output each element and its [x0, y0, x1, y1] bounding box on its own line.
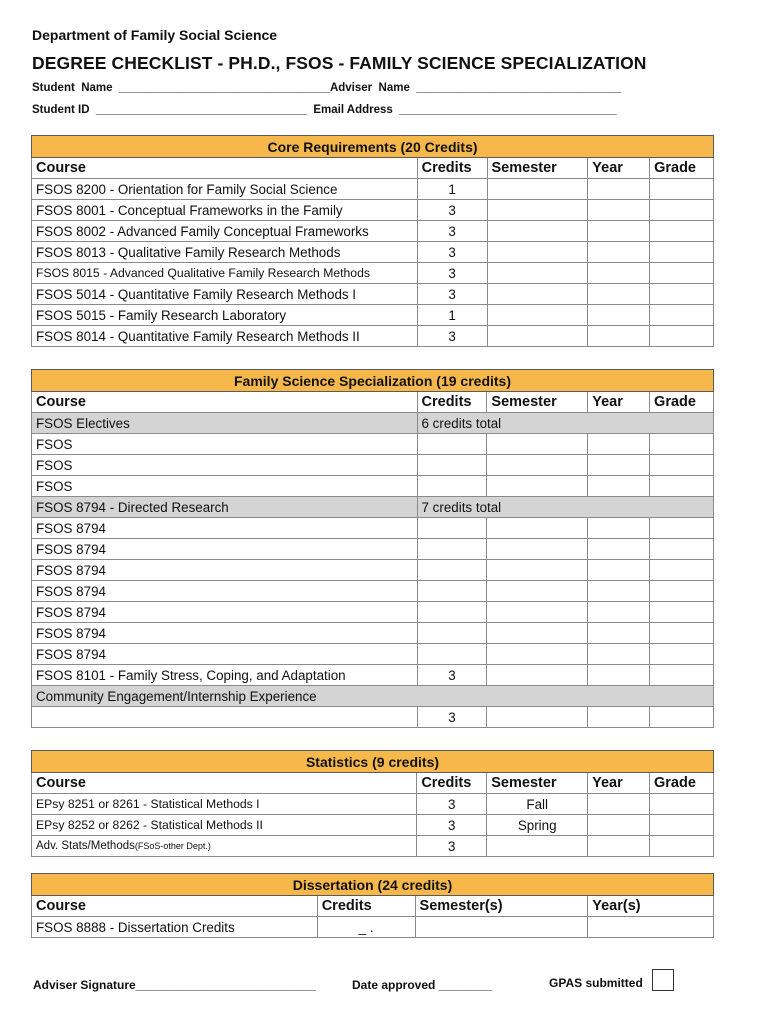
grade-cell[interactable] — [650, 794, 714, 815]
semester-cell[interactable]: Fall — [487, 794, 588, 815]
student-id-email-line: Student ID _________________________________ Email Address __________________________________ — [32, 104, 617, 116]
course-credits: 3 — [417, 326, 487, 347]
semester-cell[interactable] — [487, 836, 588, 857]
col-course: Course — [32, 773, 417, 794]
credits-cell[interactable] — [417, 623, 487, 644]
year-cell[interactable] — [588, 815, 650, 836]
year-cell[interactable] — [588, 581, 650, 602]
semester-cell[interactable] — [487, 326, 588, 347]
course-credits: 3 — [417, 665, 487, 686]
adv-stats-note: (FSoS-other Dept.) — [134, 841, 211, 851]
col-credits: Credits — [417, 773, 487, 794]
semester-cell[interactable] — [487, 179, 588, 200]
section-row-electives — [32, 413, 714, 434]
semester-cell[interactable] — [487, 707, 588, 728]
grade-cell[interactable] — [650, 665, 714, 686]
family-science-specialization-table — [31, 369, 714, 728]
semester-cell[interactable] — [415, 917, 588, 938]
grade-cell[interactable] — [650, 455, 714, 476]
credits-cell[interactable] — [417, 560, 487, 581]
col-credits: Credits — [417, 158, 487, 179]
semester-cell[interactable] — [487, 518, 588, 539]
semester-cell[interactable] — [487, 602, 588, 623]
course-name: FSOS 8001 - Conceptual Frameworks in the Family — [32, 200, 418, 221]
grade-cell[interactable] — [650, 242, 714, 263]
year-cell[interactable] — [588, 518, 650, 539]
table-row — [32, 581, 714, 602]
course-credits: 3 — [417, 815, 487, 836]
table-row — [32, 221, 714, 242]
electives-note: 6 credits total — [417, 413, 713, 434]
year-cell[interactable] — [588, 179, 650, 200]
course-name[interactable]: FSOS — [32, 434, 418, 455]
statistics-heading: Statistics (9 credits) — [32, 751, 714, 773]
credits-cell[interactable] — [417, 644, 487, 665]
table-row — [32, 539, 714, 560]
table-row — [32, 326, 714, 347]
course-name[interactable] — [32, 707, 418, 728]
year-cell[interactable] — [588, 707, 650, 728]
adviser-signature-line: Adviser Signature___________________________ — [33, 978, 316, 992]
course-name[interactable]: FSOS 8794 — [32, 644, 418, 665]
core-requirements-table — [31, 135, 714, 347]
course-name: FSOS 5014 - Quantitative Family Research Methods I — [32, 284, 418, 305]
table-row — [32, 836, 714, 857]
table-row — [32, 707, 714, 728]
course-name: FSOS 8014 - Quantitative Family Research Methods II — [32, 326, 418, 347]
page-title: DEGREE CHECKLIST - PH.D., FSOS - FAMILY SCIENCE SPECIALIZATION — [32, 53, 647, 73]
semester-cell[interactable] — [487, 434, 588, 455]
col-year: Year — [588, 392, 650, 413]
col-semester: Semester — [487, 392, 588, 413]
table-row — [32, 434, 714, 455]
year-cell[interactable] — [588, 644, 650, 665]
table-row — [32, 284, 714, 305]
table-row — [32, 455, 714, 476]
table-row — [32, 815, 714, 836]
course-name: FSOS 8002 - Advanced Family Conceptual Frameworks — [32, 221, 418, 242]
course-credits: 3 — [417, 200, 487, 221]
col-grade: Grade — [650, 773, 714, 794]
course-credits: 3 — [417, 263, 487, 284]
table-row — [32, 602, 714, 623]
semester-cell[interactable] — [487, 305, 588, 326]
course-name[interactable]: FSOS 8794 — [32, 623, 418, 644]
course-credits: 3 — [417, 221, 487, 242]
col-grade: Grade — [650, 392, 714, 413]
table-row — [32, 518, 714, 539]
year-cell[interactable] — [588, 917, 714, 938]
course-name[interactable]: FSOS 8794 — [32, 560, 418, 581]
year-cell[interactable] — [588, 794, 650, 815]
section-row-community — [32, 686, 714, 707]
year-cell[interactable] — [588, 665, 650, 686]
course-name: EPsy 8251 or 8261 - Statistical Methods I — [32, 794, 417, 815]
grade-cell[interactable] — [650, 623, 714, 644]
course-credits: 1 — [417, 305, 487, 326]
grade-cell[interactable] — [650, 539, 714, 560]
dissertation-table — [31, 873, 714, 938]
semester-cell[interactable] — [487, 455, 588, 476]
credits-cell[interactable] — [417, 518, 487, 539]
grade-cell[interactable] — [650, 560, 714, 581]
year-cell[interactable] — [588, 455, 650, 476]
gpas-submitted-checkbox[interactable] — [652, 969, 674, 991]
fss-heading: Family Science Specialization (19 credits) — [32, 370, 714, 392]
dissertation-heading: Dissertation (24 credits) — [32, 874, 714, 896]
table-row — [32, 623, 714, 644]
course-name: FSOS 8013 - Qualitative Family Research Methods — [32, 242, 418, 263]
credits-cell[interactable] — [417, 581, 487, 602]
year-cell[interactable] — [588, 560, 650, 581]
course-credits[interactable]: _ . — [317, 917, 415, 938]
table-row — [32, 917, 714, 938]
semester-cell[interactable] — [487, 263, 588, 284]
course-name: FSOS 8015 - Advanced Qualitative Family Research Methods — [32, 263, 418, 284]
course-name: FSOS 5015 - Family Research Laboratory — [32, 305, 418, 326]
department-name: Department of Family Social Science — [32, 27, 278, 43]
semester-cell[interactable] — [487, 476, 588, 497]
col-course: Course — [32, 896, 318, 917]
year-cell[interactable] — [588, 200, 650, 221]
year-cell[interactable] — [588, 326, 650, 347]
year-cell[interactable] — [588, 263, 650, 284]
col-grade: Grade — [650, 158, 714, 179]
semester-cell[interactable] — [487, 644, 588, 665]
semester-cell[interactable] — [487, 284, 588, 305]
year-cell[interactable] — [588, 539, 650, 560]
grade-cell[interactable] — [650, 707, 714, 728]
course-name[interactable]: FSOS 8794 — [32, 581, 418, 602]
table-row — [32, 794, 714, 815]
table-row — [32, 305, 714, 326]
semester-cell[interactable] — [487, 623, 588, 644]
course-credits: 1 — [417, 179, 487, 200]
year-cell[interactable] — [588, 242, 650, 263]
community-engagement-label: Community Engagement/Internship Experience — [32, 686, 714, 707]
col-credits: Credits — [417, 392, 487, 413]
credits-cell[interactable] — [417, 434, 487, 455]
semester-cell[interactable] — [487, 581, 588, 602]
table-row — [32, 263, 714, 284]
semester-cell[interactable] — [487, 539, 588, 560]
statistics-table — [31, 750, 714, 857]
semester-cell[interactable] — [487, 560, 588, 581]
col-semester: Semester — [487, 773, 588, 794]
year-cell[interactable] — [588, 623, 650, 644]
col-credits: Credits — [317, 896, 415, 917]
year-cell[interactable] — [588, 434, 650, 455]
credits-cell[interactable] — [417, 602, 487, 623]
course-credits: 3 — [417, 794, 487, 815]
table-row — [32, 644, 714, 665]
course-credits: 3 — [417, 836, 487, 857]
col-year: Year — [588, 158, 650, 179]
col-year: Year — [588, 773, 650, 794]
semester-cell[interactable]: Spring — [487, 815, 588, 836]
course-credits: 3 — [417, 284, 487, 305]
credits-cell[interactable] — [417, 476, 487, 497]
table-row — [32, 179, 714, 200]
gpas-submitted-label: GPAS submitted — [549, 976, 643, 990]
course-name[interactable]: FSOS — [32, 455, 418, 476]
year-cell[interactable] — [588, 284, 650, 305]
table-row — [32, 242, 714, 263]
grade-cell[interactable] — [650, 305, 714, 326]
directed-research-note: 7 credits total — [417, 497, 713, 518]
course-name: FSOS 8888 - Dissertation Credits — [32, 917, 318, 938]
col-semester: Semester — [487, 158, 588, 179]
table-row — [32, 476, 714, 497]
semester-cell[interactable] — [487, 665, 588, 686]
section-row-directed-research — [32, 497, 714, 518]
year-cell[interactable] — [588, 476, 650, 497]
table-row — [32, 665, 714, 686]
course-name[interactable]: FSOS 8794 — [32, 539, 418, 560]
grade-cell[interactable] — [650, 836, 714, 857]
grade-cell[interactable] — [650, 581, 714, 602]
grade-cell[interactable] — [650, 284, 714, 305]
grade-cell[interactable] — [650, 434, 714, 455]
course-name: FSOS 8101 - Family Stress, Coping, and Adaptation — [32, 665, 418, 686]
grade-cell[interactable] — [650, 326, 714, 347]
semester-cell[interactable] — [487, 200, 588, 221]
col-years: Year(s) — [588, 896, 714, 917]
course-name: EPsy 8252 or 8262 - Statistical Methods II — [32, 815, 417, 836]
course-name: FSOS 8200 - Orientation for Family Social Science — [32, 179, 418, 200]
table-row — [32, 560, 714, 581]
credits-cell[interactable] — [417, 455, 487, 476]
student-name-adviser-line: Student Name _________________________________Adviser Name ________________________________ — [32, 82, 621, 94]
grade-cell[interactable] — [650, 644, 714, 665]
year-cell[interactable] — [588, 602, 650, 623]
directed-research-label: FSOS 8794 - Directed Research — [32, 497, 418, 518]
table-row — [32, 200, 714, 221]
adv-stats-label: Adv. Stats/Methods — [36, 840, 135, 852]
credits-cell[interactable] — [417, 539, 487, 560]
course-name — [32, 836, 417, 857]
course-name[interactable]: FSOS 8794 — [32, 518, 418, 539]
semester-cell[interactable] — [487, 242, 588, 263]
grade-cell[interactable] — [650, 263, 714, 284]
course-credits: 3 — [417, 707, 487, 728]
grade-cell[interactable] — [650, 221, 714, 242]
course-name[interactable]: FSOS — [32, 476, 418, 497]
course-credits: 3 — [417, 242, 487, 263]
course-name[interactable]: FSOS 8794 — [32, 602, 418, 623]
year-cell[interactable] — [588, 836, 650, 857]
grade-cell[interactable] — [650, 602, 714, 623]
grade-cell[interactable] — [650, 179, 714, 200]
grade-cell[interactable] — [650, 815, 714, 836]
year-cell[interactable] — [588, 221, 650, 242]
semester-cell[interactable] — [487, 221, 588, 242]
date-approved-line: Date approved ________ — [352, 978, 493, 992]
year-cell[interactable] — [588, 305, 650, 326]
col-course: Course — [32, 392, 418, 413]
electives-label: FSOS Electives — [32, 413, 418, 434]
col-semesters: Semester(s) — [415, 896, 588, 917]
grade-cell[interactable] — [650, 200, 714, 221]
col-course: Course — [32, 158, 418, 179]
grade-cell[interactable] — [650, 476, 714, 497]
grade-cell[interactable] — [650, 518, 714, 539]
core-heading: Core Requirements (20 Credits) — [32, 136, 714, 158]
